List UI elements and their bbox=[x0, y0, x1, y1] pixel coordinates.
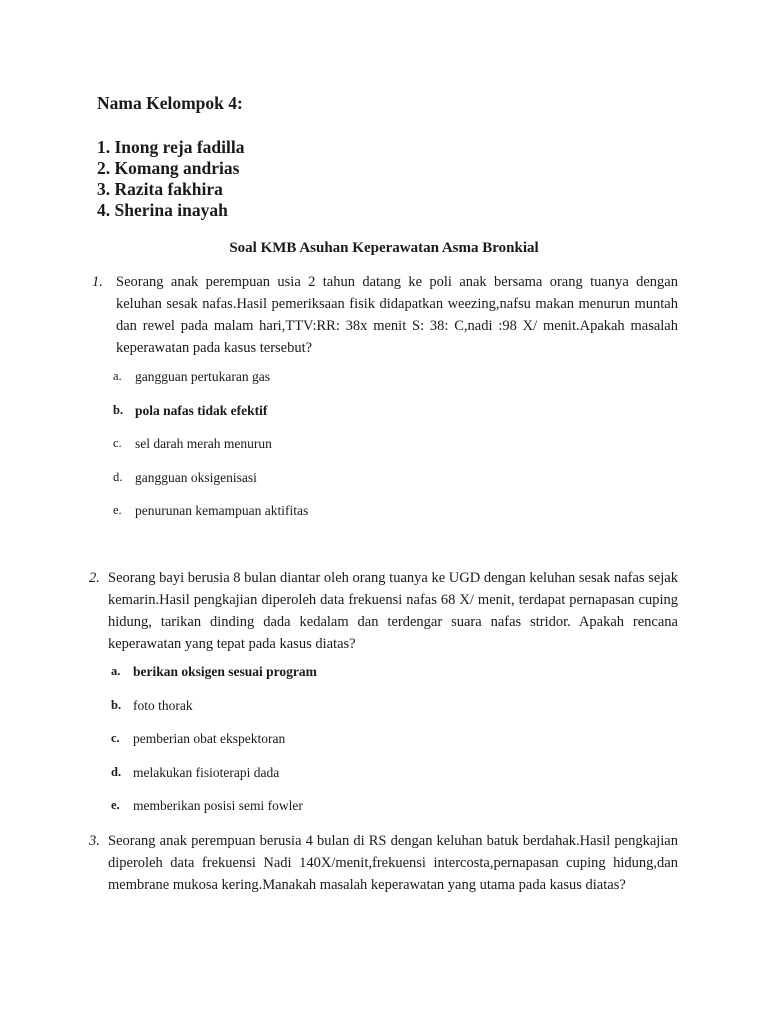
option-text: penurunan kemampuan aktifitas bbox=[135, 503, 309, 518]
question-number: 3. bbox=[89, 833, 100, 849]
option-text: berikan oksigen sesuai program bbox=[133, 664, 317, 679]
question-number: 1. bbox=[92, 274, 103, 290]
question-number: 2. bbox=[89, 570, 100, 586]
option-letter: e. bbox=[113, 503, 122, 517]
option-letter: c. bbox=[111, 731, 120, 745]
member-item: 1. Inong reja fadilla bbox=[97, 137, 245, 157]
member-item: 3. Razita fakhira bbox=[97, 179, 223, 199]
option-letter: a. bbox=[111, 664, 121, 678]
member-item: 4. Sherina inayah bbox=[97, 200, 228, 220]
option-letter: a. bbox=[113, 369, 122, 383]
option-text: pola nafas tidak efektif bbox=[135, 402, 268, 418]
option-letter: d. bbox=[113, 469, 123, 484]
option-text: pemberian obat ekspektoran bbox=[133, 731, 286, 746]
option-text: gangguan oksigenisasi bbox=[135, 469, 257, 485]
option-text: sel darah merah menurun bbox=[135, 436, 272, 451]
member-item: 2. Komang andrias bbox=[97, 158, 240, 178]
question-text: Seorang bayi berusia 8 bulan diantar oleh orang tuanya ke UGD dengan keluhan sesak nafas sejak kemarin.Hasil pengkajian diperoleh data frekuensi nafas 68 X/ menit, terdapat pernapasan cuping hidung, tarikan dinding dada kedalam dan terdengar suara nafas stridor. Apakah rencana keperawatan yang tepat pada kasus diatas? bbox=[108, 570, 678, 652]
option-letter: c. bbox=[113, 436, 122, 450]
option-letter: d. bbox=[111, 764, 122, 779]
option-letter: e. bbox=[111, 798, 120, 812]
group-heading: Nama Kelompok 4: bbox=[97, 93, 243, 113]
option-text: memberikan posisi semi fowler bbox=[133, 798, 303, 813]
option-letter: b. bbox=[113, 402, 124, 417]
question-text: Seorang anak perempuan usia 2 tahun datang ke poli anak bersama orang tuanya dengan keluhan sesak nafas.Hasil pemeriksaan fisik didapatkan weezing,nafsu makan menurun muntah dan rewel pada malam hari,TTV:RR: 38x menit S: 38: C,nadi :98 X/ menit.Apakah masalah keperawatan pada kasus tersebut? bbox=[116, 274, 678, 356]
question-text: Seorang anak perempuan berusia 4 bulan di RS dengan keluhan batuk berdahak.Hasil pengkajian diperoleh data frekuensi Nadi 140X/menit,frekuensi intercosta,pernapasan cuping hidung,dan membrane mukosa kering.Manakah masalah keperawatan yang utama pada kasus diatas? bbox=[108, 833, 678, 893]
document-title: Soal KMB Asuhan Keperawatan Asma Bronkial bbox=[229, 240, 539, 256]
option-text: gangguan pertukaran gas bbox=[135, 369, 270, 384]
option-text: foto thorak bbox=[133, 697, 193, 713]
option-letter: b. bbox=[111, 697, 122, 712]
member-list bbox=[97, 137, 244, 221]
option-text: melakukan fisioterapi dada bbox=[133, 764, 280, 780]
